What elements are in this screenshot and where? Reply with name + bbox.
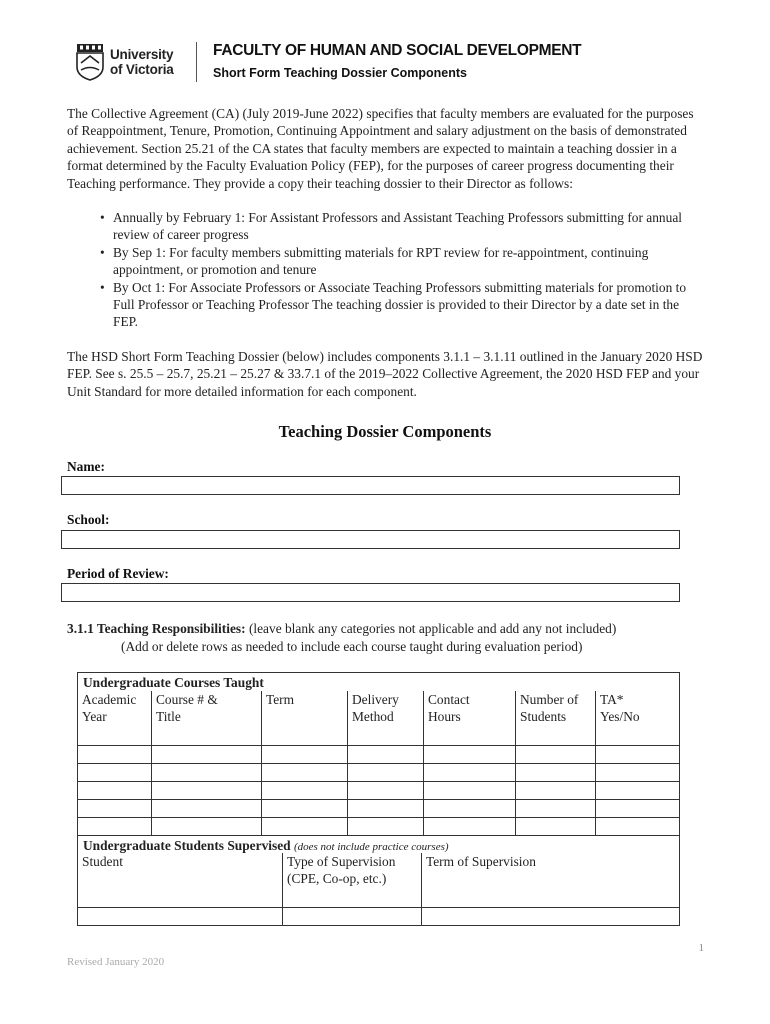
- document-subtitle: Short Form Teaching Dossier Components: [213, 66, 467, 80]
- school-label: School:: [67, 512, 110, 527]
- deadline-item: • By Sep 1: For faculty members submitting materials for RPT review for re-appointment, continuing appointment, or promotion and tenure: [100, 244, 700, 279]
- table-cell[interactable]: [261, 764, 347, 781]
- table-cell[interactable]: [78, 800, 151, 817]
- course-table-row: [78, 799, 679, 817]
- column-header-course-title: Course # & Title: [151, 691, 261, 727]
- table-cell[interactable]: [347, 782, 423, 799]
- table-cell[interactable]: [261, 818, 347, 835]
- teaching-responsibilities-intro: [67, 620, 707, 656]
- table-cell[interactable]: [595, 727, 679, 745]
- table-cell[interactable]: [347, 746, 423, 763]
- course-table-row: [78, 745, 679, 763]
- period-of-review-field[interactable]: [61, 583, 680, 602]
- table-cell[interactable]: [515, 764, 595, 781]
- column-header-contact-hours: Contact Hours: [423, 691, 515, 727]
- table-cell[interactable]: [515, 818, 595, 835]
- table-cell[interactable]: [78, 782, 151, 799]
- table-cell[interactable]: [261, 727, 347, 745]
- faculty-title: FACULTY OF HUMAN AND SOCIAL DEVELOPMENT: [213, 42, 582, 59]
- table-cell[interactable]: [423, 782, 515, 799]
- table-cell[interactable]: [347, 800, 423, 817]
- undergrad-supervised-rows: [78, 889, 679, 925]
- table-cell[interactable]: [595, 746, 679, 763]
- undergrad-courses-title: Undergraduate Courses Taught: [83, 675, 264, 690]
- deadline-item: • Annually by February 1: For Assistant Professors and Assistant Teaching Professors submitting for annual review of career progress: [100, 209, 700, 244]
- table-cell[interactable]: [421, 908, 679, 925]
- table-cell[interactable]: [151, 727, 261, 745]
- name-label: Name:: [67, 459, 105, 474]
- table-cell[interactable]: [423, 746, 515, 763]
- table-cell[interactable]: [261, 800, 347, 817]
- table-cell[interactable]: [261, 746, 347, 763]
- teaching-responsibilities-heading: 3.1.1 Teaching Responsibilities:: [67, 621, 246, 636]
- table-cell[interactable]: [423, 764, 515, 781]
- column-header-student: Student: [82, 854, 123, 869]
- table-cell[interactable]: [347, 764, 423, 781]
- table-cell[interactable]: [151, 782, 261, 799]
- dossier-description: The HSD Short Form Teaching Dossier (below) includes components 3.1.1 – 3.1.11 outlined in the January 2020 HSD FEP. See s. 25.5 – 25.7, 25.21 – 25.27 & 33.7.1 of the 2019–2022 Collective Agreement, the 2020 HSD FEP and your Unit Standard for more detailed information for each component.: [67, 349, 703, 399]
- column-header-number-of-students: Number of Students: [515, 691, 595, 727]
- table-cell[interactable]: [595, 818, 679, 835]
- deadline-item: • By Oct 1: For Associate Professors or Associate Teaching Professors submitting materials for promotion to Full Professor or Teaching Professor The teaching dossier is provided to their Director by a date set in the FEP.: [100, 279, 700, 331]
- intro-paragraph: The Collective Agreement (CA) (July 2019-June 2022) specifies that faculty members are evaluated for the purposes of Reappointment, Tenure, Promotion, Continuing Appointment and salary adjustment on the basis of demonstrated achievement. Section 25.21 of the CA states that faculty members are expected to maintain a teaching dossier in a format determined by the Faculty Evaluation Policy (FEP), for the purposes of career progress documenting their Teaching performance. They provide a copy their teaching dossier to their Director as follows:: [67, 106, 694, 191]
- undergrad-courses-column-headers: [78, 691, 679, 727]
- table-cell[interactable]: [595, 800, 679, 817]
- uvic-crest-icon: [76, 43, 104, 81]
- column-header-ta: TA* Yes/No: [595, 691, 679, 727]
- university-name-line2: of Victoria: [110, 62, 174, 77]
- teaching-responsibilities-table: [77, 672, 680, 926]
- undergrad-courses-header-row: [78, 673, 679, 691]
- university-name-line1: University: [110, 47, 174, 62]
- header-divider: [196, 42, 197, 82]
- table-cell[interactable]: [515, 782, 595, 799]
- course-table-row: [78, 817, 679, 835]
- table-cell[interactable]: [515, 727, 595, 745]
- undergrad-supervised-note: (does not include practice courses): [293, 841, 449, 853]
- column-header-delivery-method: Delivery Method: [347, 691, 423, 727]
- table-cell[interactable]: [423, 818, 515, 835]
- table-cell[interactable]: [151, 800, 261, 817]
- table-cell[interactable]: [151, 746, 261, 763]
- responsibilities-instructions: (Add or delete rows as needed to include each course taught during evaluation period): [121, 639, 583, 654]
- table-cell[interactable]: [421, 889, 679, 907]
- school-field[interactable]: [61, 530, 680, 549]
- table-cell[interactable]: [515, 746, 595, 763]
- university-logo: [76, 41, 186, 83]
- table-cell[interactable]: [78, 889, 282, 907]
- supervision-table-row: [78, 889, 679, 907]
- course-table-row: [78, 763, 679, 781]
- table-cell[interactable]: [78, 727, 151, 745]
- undergrad-courses-rows: [78, 727, 679, 835]
- table-cell[interactable]: [515, 800, 595, 817]
- table-cell[interactable]: [78, 908, 282, 925]
- supervision-table-row: [78, 907, 679, 925]
- university-name: [110, 47, 174, 77]
- table-cell[interactable]: [595, 764, 679, 781]
- table-cell[interactable]: [78, 764, 151, 781]
- table-cell[interactable]: [423, 800, 515, 817]
- table-cell[interactable]: [282, 889, 421, 907]
- course-table-row: [78, 781, 679, 799]
- page-number: 1: [698, 942, 704, 954]
- column-header-academic-year: Academic Year: [82, 692, 137, 724]
- table-cell[interactable]: [151, 818, 261, 835]
- column-header-type-of-supervision: Type of Supervision (CPE, Co-op, etc.): [282, 853, 421, 889]
- responsibilities-note: (leave blank any categories not applicable and add any not included): [248, 621, 617, 636]
- deadline-list: [100, 209, 700, 331]
- period-of-review-label: Period of Review:: [67, 566, 169, 581]
- column-header-term-of-supervision: Term of Supervision: [421, 853, 679, 889]
- name-field[interactable]: [61, 476, 680, 495]
- revised-date: Revised January 2020: [67, 956, 165, 968]
- table-cell[interactable]: [151, 764, 261, 781]
- undergrad-supervised-header-row: [78, 835, 679, 853]
- table-cell[interactable]: [261, 782, 347, 799]
- undergrad-supervised-column-headers: [78, 853, 679, 889]
- course-table-row: [78, 727, 679, 745]
- undergrad-supervised-title: Undergraduate Students Supervised (does not include practice courses): [83, 838, 449, 853]
- table-cell[interactable]: [78, 818, 151, 835]
- table-cell[interactable]: [282, 908, 421, 925]
- table-cell[interactable]: [78, 746, 151, 763]
- section-title: Teaching Dossier Components: [278, 422, 492, 441]
- column-header-term: Term: [261, 691, 347, 727]
- table-cell[interactable]: [347, 818, 423, 835]
- table-cell[interactable]: [423, 727, 515, 745]
- table-cell[interactable]: [347, 727, 423, 745]
- table-cell[interactable]: [595, 782, 679, 799]
